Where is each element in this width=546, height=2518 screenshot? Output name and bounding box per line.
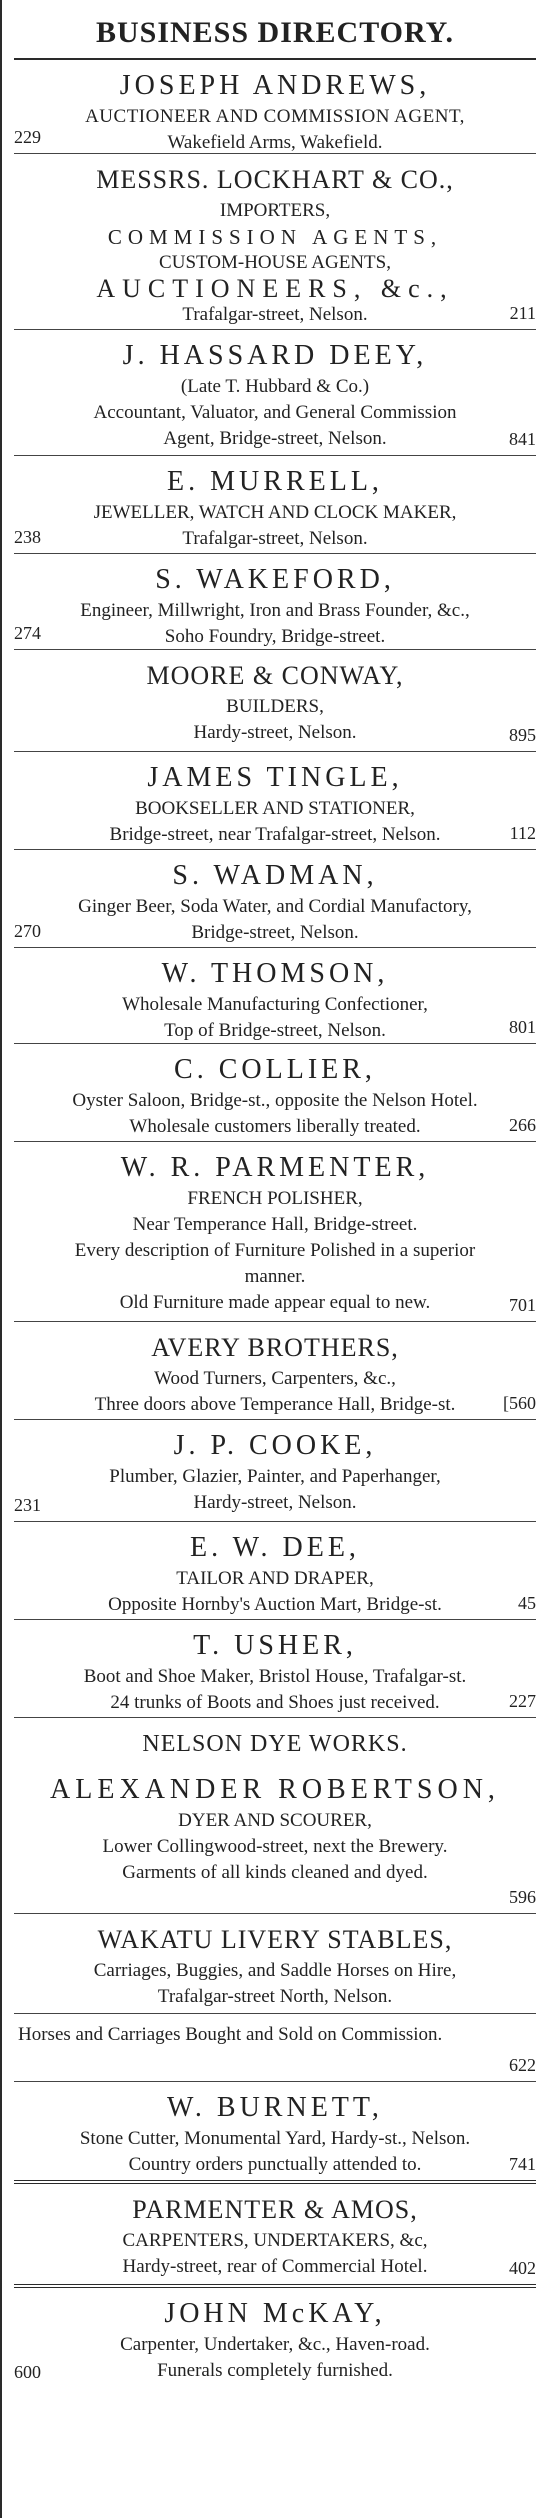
listing-line: manner. [244, 1266, 306, 1287]
listing-name: T. USHER, [193, 1630, 357, 1661]
listing-line: Carpenter, Undertaker, &c., Haven-road. [120, 2334, 430, 2355]
listing-line: Agent, Bridge-street, Nelson. [163, 428, 387, 449]
listing-line: Plumber, Glazier, Painter, and Paperhanger, [109, 1466, 441, 1487]
listing-line: Hardy-street, rear of Commercial Hotel. [122, 2256, 428, 2277]
listing-name: E. MURRELL, [167, 466, 383, 497]
listing-line: (Late T. Hubbard & Co.) [180, 376, 370, 397]
directory-entries [14, 60, 536, 2388]
listing-cooke [14, 1420, 536, 1522]
listing-line: TAILOR AND DRAPER, [176, 1568, 374, 1589]
listing-line: 24 trunks of Boots and Shoes just received. [110, 1692, 440, 1713]
listing-number: 211 [509, 303, 536, 323]
listing-mckay [14, 2288, 536, 2388]
listing-line: AUCTIONEERS, &c., [96, 274, 454, 303]
listing-tingle [14, 752, 536, 850]
listing-line: Hardy-street, Nelson. [193, 1492, 357, 1513]
listing-name: NELSON DYE WORKS. [142, 1731, 408, 1757]
listing-line: BOOKSELLER AND STATIONER, [135, 798, 415, 819]
listing-line: Accountant, Valuator, and General Commission [93, 402, 457, 423]
listing-dee [14, 1522, 536, 1620]
listing-joseph-andrews [14, 60, 536, 154]
listing-line: CUSTOM-HOUSE AGENTS, [159, 252, 391, 273]
listing-line: Trafalgar-street, Nelson. [182, 528, 368, 549]
listing-name: JOHN McKAY, [164, 2298, 386, 2329]
listing-number: 801 [509, 1017, 536, 1037]
directory-heading: BUSINESS DIRECTORY. [14, 0, 536, 60]
listing-nelson-dye-works [14, 1718, 536, 1764]
listing-line: CARPENTERS, UNDERTAKERS, &c, [122, 2230, 428, 2251]
listing-name: W. THOMSON, [161, 958, 389, 989]
listing-murrell [14, 456, 536, 554]
listing-collier [14, 1044, 536, 1142]
listing-hassard-deey [14, 330, 536, 456]
listing-line: COMMISSION AGENTS, [107, 225, 443, 249]
listing-name: E. W. DEE, [190, 1532, 360, 1563]
listing-name: ALEXANDER ROBERTSON, [50, 1774, 500, 1805]
listing-parmenter-amos [14, 2184, 536, 2288]
listing-number: 274 [14, 623, 41, 643]
listing-line: Wholesale Manufacturing Confectioner, [122, 994, 428, 1015]
listing-line: Opposite Hornby's Auction Mart, Bridge-st. [108, 1594, 442, 1615]
listing-number: 600 [14, 2362, 41, 2382]
listing-line: Stone Cutter, Monumental Yard, Hardy-st., Nelson. [79, 2128, 471, 2149]
listing-number: 238 [14, 527, 41, 547]
listing-number: 701 [509, 1295, 536, 1315]
listing-wakatu-stables [14, 1914, 536, 2014]
listing-line: FRENCH POLISHER, [187, 1188, 363, 1209]
listing-line: Bridge-street, near Trafalgar-street, Nelson. [109, 824, 441, 845]
listing-line: Oyster Saloon, Bridge-st., opposite the Nelson Hotel. [72, 1090, 478, 1111]
listing-line: Trafalgar-street, Nelson. [182, 304, 368, 325]
listing-name: C. COLLIER, [174, 1054, 376, 1085]
listing-line: Engineer, Millwright, Iron and Brass Founder, &c., [80, 600, 470, 621]
listing-number: 227 [509, 1691, 536, 1711]
listing-name: MOORE & CONWAY, [146, 661, 404, 690]
listing-parmenter [14, 1142, 536, 1322]
listing-name: S. WADMAN, [172, 860, 378, 891]
listing-line: Carriages, Buggies, and Saddle Horses on Hire, [93, 1960, 457, 1981]
listing-name: PARMENTER & AMOS, [132, 2195, 418, 2224]
listing-number: 402 [509, 2258, 536, 2278]
listing-number: 622 [509, 2055, 536, 2075]
listing-line: AUCTIONEER AND COMMISSION AGENT, [85, 106, 465, 127]
listing-number: 596 [509, 1887, 536, 1907]
listing-line: Horses and Carriages Bought and Sold on Commission. [18, 2024, 443, 2045]
listing-name: S. WAKEFORD, [155, 564, 395, 595]
listing-avery-brothers [14, 1322, 536, 1420]
listing-number: 112 [509, 823, 536, 843]
listing-line: Soho Foundry, Bridge-street. [164, 626, 386, 647]
listing-name: J. P. COOKE, [173, 1430, 377, 1461]
listing-number: 741 [509, 2154, 536, 2174]
listing-name: WAKATU LIVERY STABLES, [97, 1925, 453, 1954]
listing-thomson [14, 948, 536, 1044]
listing-name: J. HASSARD DEEY, [122, 340, 428, 371]
listing-number: 45 [518, 1593, 536, 1613]
listing-line: Near Temperance Hall, Bridge-street. [132, 1214, 418, 1235]
listing-line: Boot and Shoe Maker, Bristol House, Trafalgar-st. [83, 1666, 467, 1687]
listing-line: Funerals completely furnished. [157, 2360, 393, 2381]
listing-number: 895 [509, 725, 536, 745]
listing-number: 270 [14, 921, 41, 941]
listing-name: W. R. PARMENTER, [120, 1152, 430, 1183]
listing-line: JEWELLER, WATCH AND CLOCK MAKER, [93, 502, 457, 523]
listing-line: Wood Turners, Carpenters, &c., [154, 1368, 396, 1389]
listing-lockhart [14, 154, 536, 330]
listing-line: Every description of Furniture Polished in a superior [74, 1240, 476, 1261]
listing-number: 841 [509, 429, 536, 449]
listing-line: Bridge-street, Nelson. [191, 922, 359, 943]
listing-horses-carriages [14, 2014, 536, 2082]
listing-name: MESSRS. LOCKHART & CO., [96, 165, 454, 194]
listing-burnett [14, 2082, 536, 2184]
listing-name: JAMES TINGLE, [147, 762, 403, 793]
listing-wakeford [14, 554, 536, 650]
listing-name: JOSEPH ANDREWS, [119, 70, 431, 101]
listing-number: 229 [14, 127, 41, 147]
listing-number: 266 [509, 1115, 536, 1135]
listing-line: Hardy-street, Nelson. [193, 722, 357, 743]
listing-number: 231 [14, 1495, 41, 1515]
listing-line: Wakefield Arms, Wakefield. [167, 132, 383, 153]
listing-number: [560 [503, 1393, 536, 1413]
listing-name: AVERY BROTHERS, [151, 1333, 399, 1362]
listing-line: IMPORTERS, [219, 200, 331, 221]
listing-line: DYER AND SCOURER, [178, 1810, 372, 1831]
listing-line: Lower Collingwood-street, next the Brewery. [102, 1836, 448, 1857]
listing-line: Top of Bridge-street, Nelson. [164, 1020, 386, 1041]
listing-line: Garments of all kinds cleaned and dyed. [122, 1862, 428, 1883]
listing-usher [14, 1620, 536, 1718]
listing-line: Three doors above Temperance Hall, Bridge-st. [94, 1394, 456, 1415]
listing-wadman [14, 850, 536, 948]
listing-name: W. BURNETT, [167, 2092, 383, 2123]
listing-moore-conway [14, 650, 536, 752]
listing-line: Country orders punctually attended to. [128, 2154, 422, 2175]
listing-line: Trafalgar-street North, Nelson. [157, 1986, 393, 2007]
listing-robertson [14, 1764, 536, 1914]
listing-line: Wholesale customers liberally treated. [129, 1116, 421, 1137]
listing-line: BUILDERS, [226, 696, 324, 717]
listing-line: Old Furniture made appear equal to new. [119, 1292, 431, 1313]
listing-line: Ginger Beer, Soda Water, and Cordial Manufactory, [78, 896, 472, 917]
